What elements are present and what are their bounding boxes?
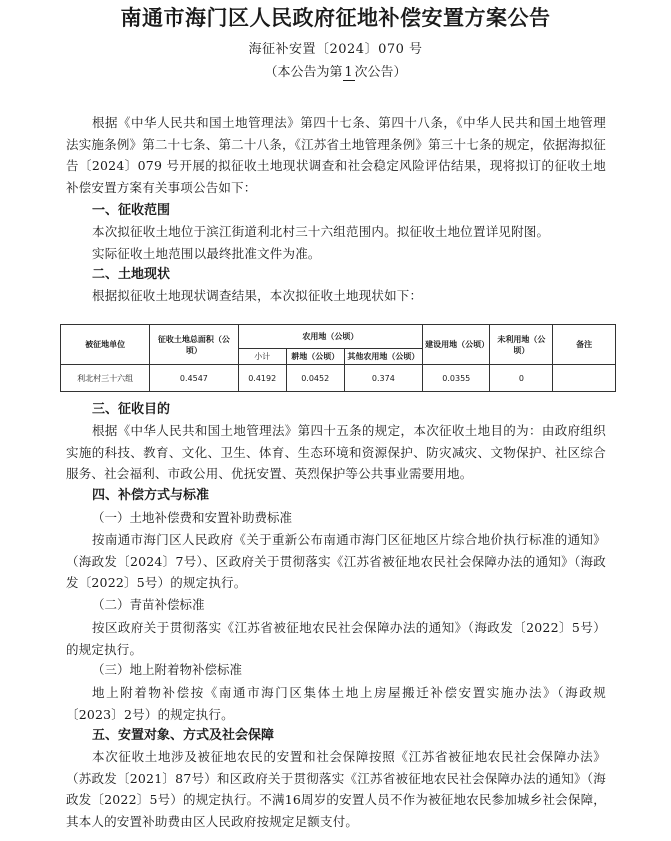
- header-remark: 备注: [553, 325, 616, 365]
- table-row: [61, 365, 616, 392]
- header-other-farmland: 其他农用地（公顷）: [344, 349, 423, 365]
- section4-paragraph-2: 按区政府关于贯彻落实《江苏省被征地农民社会保障办法的通知》（海政发〔2022〕5号）的规定执行。: [66, 620, 606, 657]
- cell-total-area: 0.4547: [150, 365, 238, 392]
- cell-cultivated: 0.0452: [286, 365, 344, 392]
- section5-paragraph: 本次征收土地涉及被征地农民的安置和社会保障按照《江苏省被征地农民社会保障办法》（苏政发〔2021〕87号）和区政府关于贯彻落实《江苏省被征地农民社会保障办法的通知》（海政发〔2022〕5号）的规定执行。不满16周岁的安置人员不作为被征地农民参加城乡社会保障，其本人的安置补助费由区人民政府按规定足额支付。: [66, 749, 606, 829]
- header-subtotal: 小计: [238, 349, 286, 365]
- section3-heading: 三、征收目的: [92, 402, 171, 417]
- land-status-table: [60, 324, 616, 392]
- section2-heading: 二、土地现状: [92, 267, 171, 282]
- section2-paragraph: 根据拟征收土地现状调查结果，本次拟征收土地现状如下：: [92, 288, 423, 303]
- section4-paragraph-3: 地上附着物补偿按《南通市海门区集体土地上房屋搬迁补偿安置实施办法》（海政规〔2023〕2号）的规定执行。: [66, 685, 606, 722]
- header-unused: 未利用地（公顷）: [490, 325, 553, 365]
- notice-count-line: [0, 64, 671, 82]
- header-farmland: 农用地（公顷）: [238, 325, 423, 349]
- cell-other-farmland: 0.374: [344, 365, 423, 392]
- notice-prefix: （本公告为第: [264, 65, 343, 80]
- section4-subheading-3: （三）地上附着物补偿标准: [92, 662, 243, 677]
- notice-suffix: 次公告）: [354, 65, 407, 80]
- cell-subtotal: 0.4192: [238, 365, 286, 392]
- section5-heading: 五、安置对象、方式及社会保障: [92, 728, 275, 743]
- header-total-area: 征收土地总面积（公顷）: [150, 325, 238, 365]
- cell-unit: 利北村三十六组: [61, 365, 150, 392]
- header-construction: 建设用地（公顷）: [423, 325, 490, 365]
- section1-paragraph-1: 本次拟征收土地位于滨江街道利北村三十六组范围内。拟征收土地位置详见附图。: [92, 224, 550, 239]
- document-title: 南通市海门区人民政府征地补偿安置方案公告: [120, 6, 551, 30]
- document-number: 海征补安置〔2024〕070 号: [248, 42, 423, 57]
- section3-paragraph: 根据《中华人民共和国土地管理法》第四十五条的规定，本次征收土地目的为：由政府组织实施的科技、教育、文化、卫生、体育、生态环境和资源保护、防灾减灾、文物保护、社区综合服务、社会福利、市政公用、优抚安置、英烈保护等公共事业需要用地。: [66, 423, 606, 481]
- section4-subheading-1: （一）土地补偿费和安置补助费标准: [92, 510, 293, 525]
- intro-paragraph: 根据《中华人民共和国土地管理法》第四十七条、第四十八条，《中华人民共和国土地管理法实施条例》第二十七条、第二十八条，《江苏省土地管理条例》第三十七条的规定，依据海拟征告〔2024〕079 号开展的拟征收土地现状调查和社会稳定风险评估结果，现将拟订的征收土地补偿安置方案有关事项公告如下：: [66, 115, 606, 195]
- section1-paragraph-2: 实际征收土地范围以最终批准文件为准。: [92, 246, 321, 261]
- section1-heading: 一、征收范围: [92, 203, 171, 218]
- header-cultivated: 耕地（公顷）: [286, 349, 344, 365]
- notice-count: 1: [344, 65, 353, 80]
- cell-construction: 0.0355: [423, 365, 490, 392]
- section4-paragraph-1: 按南通市海门区人民政府《关于重新公布南通市海门区征地区片综合地价执行标准的通知》（海政发〔2024〕7号）、区政府关于贯彻落实《江苏省被征地农民社会保障办法的通知》（海政发〔2022〕5号）的规定执行。: [66, 532, 606, 590]
- section4-heading: 四、补偿方式与标准: [92, 488, 210, 503]
- section4-subheading-2: （二）青苗补偿标准: [92, 597, 205, 612]
- header-unit: 被征地单位: [61, 325, 150, 365]
- cell-remark: [553, 365, 616, 392]
- cell-unused: 0: [490, 365, 553, 392]
